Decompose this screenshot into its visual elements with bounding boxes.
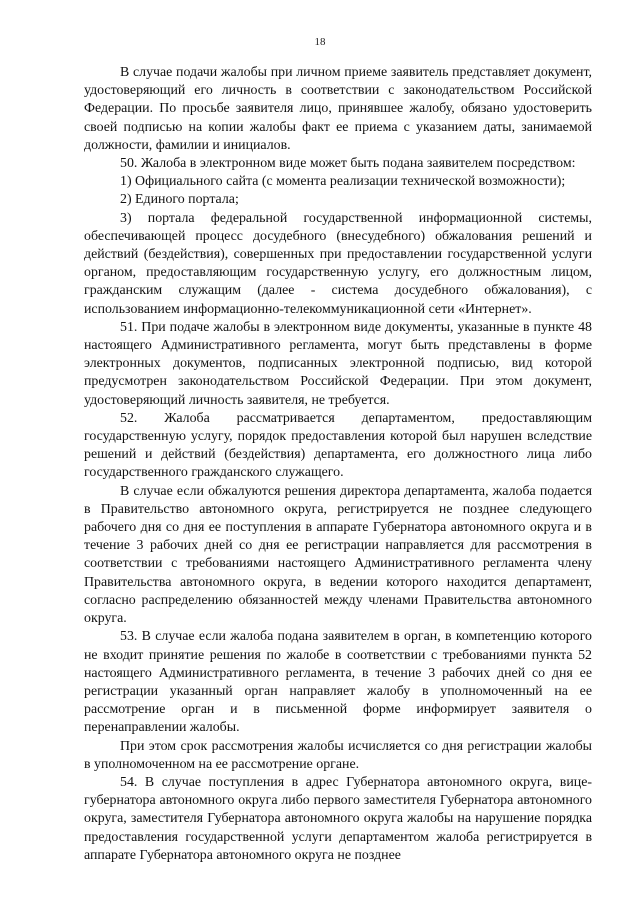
paragraph-53-redirect: 53. В случае если жалоба подана заявителем в орган, в компетенцию которого не входит принятие решения по жалобе в соответствии с требованиями пункта 52 настоящего Административного регламента, в течение 3 рабочих дней со дня ее регистрации указанный орган направляет жалобу в уполномоченный на ее рассмотрение орган и в письменной форме информирует заявителя о перенаправлении жалобы. [84, 629, 592, 736]
list-item-federal-portal: 3) портала федеральной государственной информационной системы, обеспечивающей процесс досудебного (внесудебного) обжалования решений и действий (бездействия), совершенных при предоставлении государственной услуги органом, предоставляющим государственную услугу, его должностным лицом, гражданским служащим (далее - система досудебного обжалования), с использованием информационно-телекоммуникационной сети «Интернет». [84, 210, 592, 317]
paragraph-51-documents: 51. При подаче жалобы в электронном виде документы, указанные в пункте 48 настоящего Административного регламента, могут быть представлены в форме электронных документов, подписанных электронной подписью, вид которой предусмотрен законодательством Российской Федерации. При этом документ, удостоверяющий личность заявителя, не требуется. [84, 319, 592, 408]
paragraph-52-review: 52. Жалоба рассматривается департаментом, предоставляющим государственную услугу, порядок предоставления которой был нарушен вследствие решений и действий (бездействия) департамента, его должностного лица либо государственного гражданского служащего. [84, 410, 592, 481]
paragraph-50-electronic: 50. Жалоба в электронном виде может быть подана заявителем посредством: [120, 156, 576, 172]
document-body [84, 64, 592, 865]
paragraph-director-appeal: В случае если обжалуются решения директора департамента, жалоба подается в Правительство автономного округа, регистрируется не позднее следующего рабочего дня со дня ее поступления в аппарате Губернатора автономного округа и в течение 3 рабочих дней со дня ее регистрации направляется для рассмотрения в соответствии с требованиями настоящего Административного регламента члену Правительства автономного округа, в ведении которого находится департамент, согласно распределению обязанностей между членами Правительства автономного округа. [84, 483, 592, 627]
list-item-official-site: 1) Официального сайта (с момента реализации технической возможности); [120, 174, 566, 190]
page-number: 18 [314, 36, 326, 48]
list-item-single-portal: 2) Единого портала; [120, 192, 239, 208]
paragraph-personal-submission: В случае подачи жалобы при личном приеме заявитель представляет документ, удостоверяющий его личность в соответствии с законодательством Российской Федерации. По просьбе заявителя лицо, принявшее жалобу, обязано удостоверить своей подписью на копии жалобы факт ее приема с указанием даты, занимаемой должности, фамилии и инициалов. [84, 65, 592, 153]
paragraph-54-governor: 54. В случае поступления в адрес Губернатора автономного округа, вице-губернатора автономного округа либо первого заместителя Губернатора автономного округа, заместителя Губернатора автономного округа жалобы на нарушение порядка предоставления государственной услуги департаментом жалоба регистрируется в аппарате Губернатора автономного округа не позднее [84, 774, 592, 863]
paragraph-review-term: При этом срок рассмотрения жалобы исчисляется со дня регистрации жалобы в уполномоченном на ее рассмотрение органе. [84, 738, 592, 772]
